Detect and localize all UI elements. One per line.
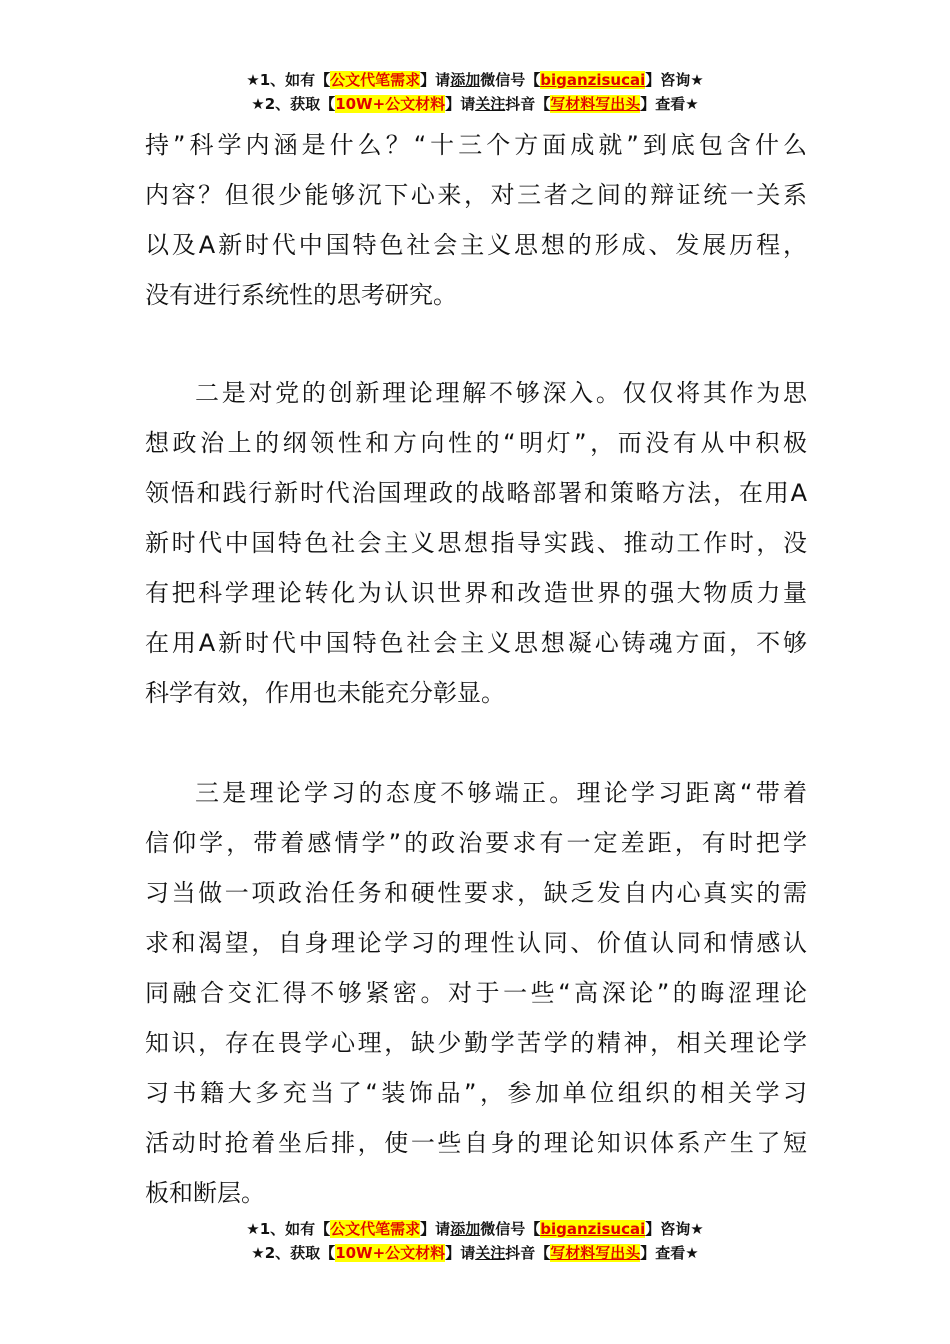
banner-text: 10W+公文材料 [335,1244,446,1262]
banner-text: biganzisucai [540,71,646,89]
banner-text: ★2、获取【 [251,95,336,113]
banner-text: 关注 [475,95,506,113]
banner-text: 抖音【 [505,95,551,113]
banner-text: 公文代笔需求 [330,71,421,89]
paragraph-line: 内容？但很少能够沉下心来，对三者之间的辩证统一关系 [145,181,807,209]
paragraph-line: 活动时抢着坐后排，使一些自身的理论知识体系产生了短 [145,1129,807,1157]
banner-text: 】查看★ [640,1244,699,1262]
banner-text: biganzisucai [540,1220,646,1238]
paragraph-line: 同融合交汇得不够紧密。对于一些“高深论”的晦涩理论 [145,979,807,1007]
banner-text: 】咨询★ [645,1220,704,1238]
paragraph-line: 习书籍大多充当了“装饰品”，参加单位组织的相关学习 [145,1079,807,1107]
banner-text: ★2、获取【 [251,1244,336,1262]
paragraph-line: 以及A新时代中国特色社会主义思想的形成、发展历程， [145,231,807,259]
banner-text: 】查看★ [640,95,699,113]
banner-text: 公文代笔需求 [330,1220,421,1238]
paragraph-line: 二是对党的创新理论理解不够深入。仅仅将其作为思 [195,379,807,407]
paragraph-line: 三是理论学习的态度不够端正。理论学习距离“带着 [195,779,807,807]
paragraph-line: 持”科学内涵是什么？“十三个方面成就”到底包含什么 [145,131,807,159]
banner-text: 】请 [420,71,451,89]
banner-text: 】请 [445,1244,476,1262]
banner-text: 】咨询★ [645,71,704,89]
banner-text: ★1、如有【 [246,71,331,89]
paragraph-line: 有把科学理论转化为认识世界和改造世界的强大物质力量 [145,579,807,607]
banner-text: 写材料写出头 [550,1244,641,1262]
banner-text: 】请 [420,1220,451,1238]
paragraph-line: 信仰学，带着感情学”的政治要求有一定差距，有时把学 [145,829,807,857]
paragraph-line: 在用A新时代中国特色社会主义思想凝心铸魂方面，不够 [145,629,807,657]
paragraph-line: 没有进行系统性的思考研究。 [145,281,457,309]
banner-text: 写材料写出头 [550,95,641,113]
paragraph-line: 科学有效，作用也未能充分彰显。 [145,679,505,707]
header-banner-line1 [0,68,950,92]
banner-text: 微信号【 [480,71,541,89]
paragraph-line: 习当做一项政治任务和硬性要求，缺乏发自内心真实的需 [145,879,807,907]
footer-banner-line2 [0,1241,950,1265]
banner-text: 微信号【 [480,1220,541,1238]
banner-text: ★1、如有【 [246,1220,331,1238]
paragraph-line: 想政治上的纲领性和方向性的“明灯”，而没有从中积极 [145,429,807,457]
banner-text: 】请 [445,95,476,113]
banner-text: 抖音【 [505,1244,551,1262]
paragraph-line: 领悟和践行新时代治国理政的战略部署和策略方法，在用A [145,479,807,507]
banner-text: 添加 [450,1220,481,1238]
banner-text: 添加 [450,71,481,89]
footer-banner-line1 [0,1217,950,1241]
paragraph-line: 知识，存在畏学心理，缺少勤学苦学的精神，相关理论学 [145,1029,807,1057]
paragraph-line: 板和断层。 [145,1179,265,1207]
banner-text: 10W+公文材料 [335,95,446,113]
header-banner-line2 [0,92,950,116]
paragraph-line: 新时代中国特色社会主义思想指导实践、推动工作时，没 [145,529,807,557]
banner-text: 关注 [475,1244,506,1262]
paragraph-line: 求和渴望，自身理论学习的理性认同、价值认同和情感认 [145,929,807,957]
